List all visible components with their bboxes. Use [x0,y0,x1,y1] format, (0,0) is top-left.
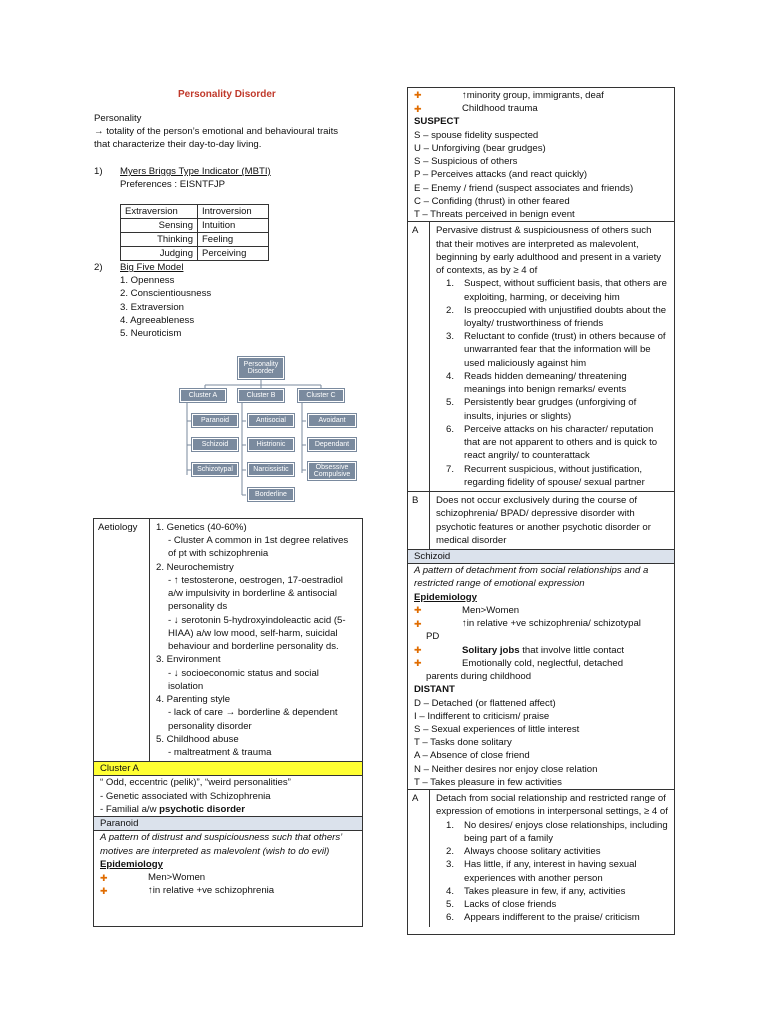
table-cell: Thinking [121,233,198,247]
schizoid-bar: Schizoid [408,550,674,564]
list-item: 4. Parenting style [156,694,231,706]
diagram-node: Histrionic [248,438,294,451]
criterion-key: A [408,790,430,926]
bullet-icon: ✚ [414,103,422,114]
diagram-node: Dependant [308,438,356,451]
list-item: ✚ ↑in relative +ve schizophrenia [100,885,275,897]
list-item: 5. Neuroticism [120,328,182,340]
right-notes-box [407,87,675,935]
table-cell: Sensing [121,219,198,233]
diagram-node: Borderline [248,488,294,501]
list-item: 2. Neurochemistry [156,561,234,573]
table-row [121,247,269,261]
table-cell: Introversion [198,205,269,219]
personality-section [94,112,354,152]
list-item: 5. Lacks of close friends [446,899,557,911]
suspect-heading: SUSPECT [414,116,460,128]
mbti-number: 1) [94,166,103,177]
diagram-cluster-c: Cluster C [298,389,344,402]
list-item: 3. Environment [156,654,221,666]
bullet-icon: ✚ [414,618,422,629]
mbti-table [120,204,269,261]
paranoid-notes [94,831,362,897]
mbti-section [94,165,354,191]
list-item: I – Indifferent to criticism/ praise [414,710,550,722]
schizoid-notes [408,564,674,789]
cluster-a-bar: Cluster A [94,762,362,776]
list-item: ✚ Men>Women [100,872,206,884]
left-notes-box [93,518,363,927]
list-item: ✚ Solitary jobs that involve little contact [414,644,625,656]
list-item: - lack of care → borderline & dependent personality disorder [168,707,338,732]
big-five-section [94,261,354,340]
cluster-a-familial: - Familial a/w [100,803,160,815]
list-item: S – spouse fidelity suspected [414,129,539,141]
list-item: D – Detached (or flattened affect) [414,697,556,709]
schizoid-criterion-a [408,789,674,926]
big-five-number: 2) [94,262,103,273]
list-item: 5. Persistently bear grudges (unforgiving of insults, injuries or slights) [446,397,637,422]
list-item: 7. Recurrent suspicious, without justification, regarding fidelity of spouse/ sexual partner [446,463,645,488]
list-item: T – Tasks done solitary [414,737,512,749]
list-item: A – Absence of close friend [414,750,530,762]
list-item: 1. No desires/ enjoys close relationships, including being part of a family [446,819,668,844]
personality-disorder-diagram [170,355,360,505]
paranoid-criterion-b [408,492,674,550]
mbti-heading: Myers Briggs Type Indicator (MBTI) [120,166,271,177]
paranoid-criterion-a [408,221,674,492]
list-item: ✚ Childhood trauma [414,103,538,115]
list-item: - ↓ serotonin 5-hydroxyindoleactic acid (5-HIAA) a/w low mood, self-harm, suicidal behaviour and borderline personality ds. [168,614,346,653]
criterion-description: Detach from social relationship and restricted range of expression of emotions in interpersonal settings, ≥ 4 of [436,793,668,818]
mbti-preferences: Preferences : EISNTFJP [120,179,226,191]
list-item [100,803,356,816]
personality-definition: → totality of the person’s emotional and behavioural traits that characterize their day-to-day living. [94,126,339,151]
diagram-node: Schizotypal [192,463,238,476]
aetiology-content [150,519,362,761]
list-item: 1. Genetics (40-60%) [156,522,247,533]
list-item: PD [426,631,440,643]
table-cell: Perceiving [198,247,269,261]
list-item: 6. Appears indifferent to the praise/ criticism [446,912,640,924]
list-item: parents during childhood [426,671,532,683]
list-item: 1. Openness [120,275,175,287]
list-item: 2. Is preoccupied with unjustified doubts about the loyalty/ trustworthiness of friends [446,304,667,329]
diagram-node: Avoidant [308,414,356,427]
list-item: 2. Conscientiousness [120,288,212,300]
personality-heading: Personality [94,113,142,124]
diagram-cluster-b: Cluster B [238,389,284,402]
criterion-description: Pervasive distrust & suspiciousness of others such that their motives are interpreted as malevolent, beginning by early adulthood and present in a variety of contexts, as by ≥ 4 of [436,225,662,277]
aetiology-label: Aetiology [94,519,150,761]
criterion-text [430,222,674,491]
bullet-icon: ✚ [100,872,108,883]
list-item: 2. Always choose solitary activities [446,846,601,858]
list-item: - Cluster A common in 1st degree relatives of pt with schizophrenia [168,535,349,560]
diagram-node: Antisocial [248,414,294,427]
cluster-a-notes [94,776,362,817]
list-item: - Genetic associated with Schizophrenia [100,790,271,802]
aetiology-row [94,519,362,762]
criterion-text: Does not occur exclusively during the course of schizophrenia/ BPAD/ depressive disorder with psychotic features or another psychotic disorder or medical disorder [436,495,651,546]
list-item: 5. Childhood abuse [156,733,239,745]
list-item: 3. Has little, if any, interest in having sexual experiences with another person [446,859,637,884]
table-cell: Intuition [198,219,269,233]
list-item: N – Neither desires nor enjoy close relation [414,763,598,775]
criterion-text [430,790,674,926]
big-five-heading: Big Five Model [120,262,184,273]
table-cell: Judging [121,247,198,261]
list-item: 6. Perceive attacks on his character/ reputation that are not apparent to others and is quick to react angrily/ to counterattack [446,423,658,462]
paranoid-bar: Paranoid [94,817,362,831]
list-item: 3. Extraversion [120,301,184,313]
list-item: S – Sexual experiences of little interest [414,724,580,736]
list-item: 1. Suspect, without sufficient basis, that others are exploiting, harming, or deceiving him [446,278,668,303]
bullet-icon: ✚ [100,885,108,896]
list-item: ✚ Emotionally cold, neglectful, detached [414,657,624,669]
bullet-icon: ✚ [414,90,422,101]
list-item: - ↓ socioeconomic status and social isolation [168,667,319,692]
criterion-key: B [408,492,430,549]
distant-heading: DISTANT [414,684,455,696]
diagram-node: Narcissistic [248,463,294,476]
page-title: Personality Disorder [178,89,276,100]
bullet-icon: ✚ [414,658,422,669]
diagram-root: Personality Disorder [238,357,284,379]
list-item: 4. Takes pleasure in few, if any, activities [446,885,626,897]
criterion-key: A [408,222,430,491]
list-item: ✚ ↑minority group, immigrants, deaf [414,90,604,101]
epidemiology-heading: Epidemiology [100,858,163,870]
list-item: ✚ ↑in relative +ve schizophrenia/ schizotypal [414,618,641,630]
list-item: “ Odd, eccentric (pelik)”, “weird personalities” [100,777,291,789]
list-item: 3. Reluctant to confide (trust) in others because of unwarranted fear that the information will be used maliciously against him [446,331,666,369]
table-cell: Extraversion [121,205,198,219]
table-row [121,233,269,247]
epidemiology-heading: Epidemiology [414,591,477,603]
table-row [121,205,269,219]
list-item: E – Enemy / friend (suspect associates and friends) [414,182,634,194]
paranoid-risk-factors [408,88,674,221]
list-item: T – Takes pleasure in few activities [414,776,562,788]
list-item: - maltreatment & trauma [168,746,272,758]
list-item: ✚ Men>Women [414,604,520,616]
diagram-node: Paranoid [192,414,238,427]
bullet-icon: ✚ [414,605,422,616]
paranoid-definition: A pattern of distrust and suspiciousness such that others’ motives are interpreted as malevolent (wish to do evil) [100,832,342,857]
cluster-a-psychotic: psychotic disorder [159,803,246,815]
diagram-node: Schizoid [192,438,238,451]
diagram-cluster-a: Cluster A [180,389,226,402]
bullet-icon: ✚ [414,645,422,656]
list-item: T – Threats perceived in benign event [414,209,575,221]
list-item: 4. Agreeableness [120,314,195,326]
list-item: - ↑ testosterone, oestrogen, 17-oestradiol a/w impulsivity in borderline & antisocial personality ds [168,574,343,613]
diagram-node: Obsessive Compulsive [308,462,356,480]
list-item: 4. Reads hidden demeaning/ threatening meanings into benign remarks/ events [446,370,627,396]
table-row [121,219,269,233]
schizoid-definition: A pattern of detachment from social relationships and a restricted range of emotional expression [414,565,649,590]
table-cell: Feeling [198,233,269,247]
list-item: P – Perceives attacks (and react quickly) [414,169,588,181]
list-item: U – Unforgiving (bear grudges) [414,142,546,154]
list-item: C – Confiding (thrust) in other feared [414,195,570,207]
list-item: S – Suspicious of others [414,156,518,168]
